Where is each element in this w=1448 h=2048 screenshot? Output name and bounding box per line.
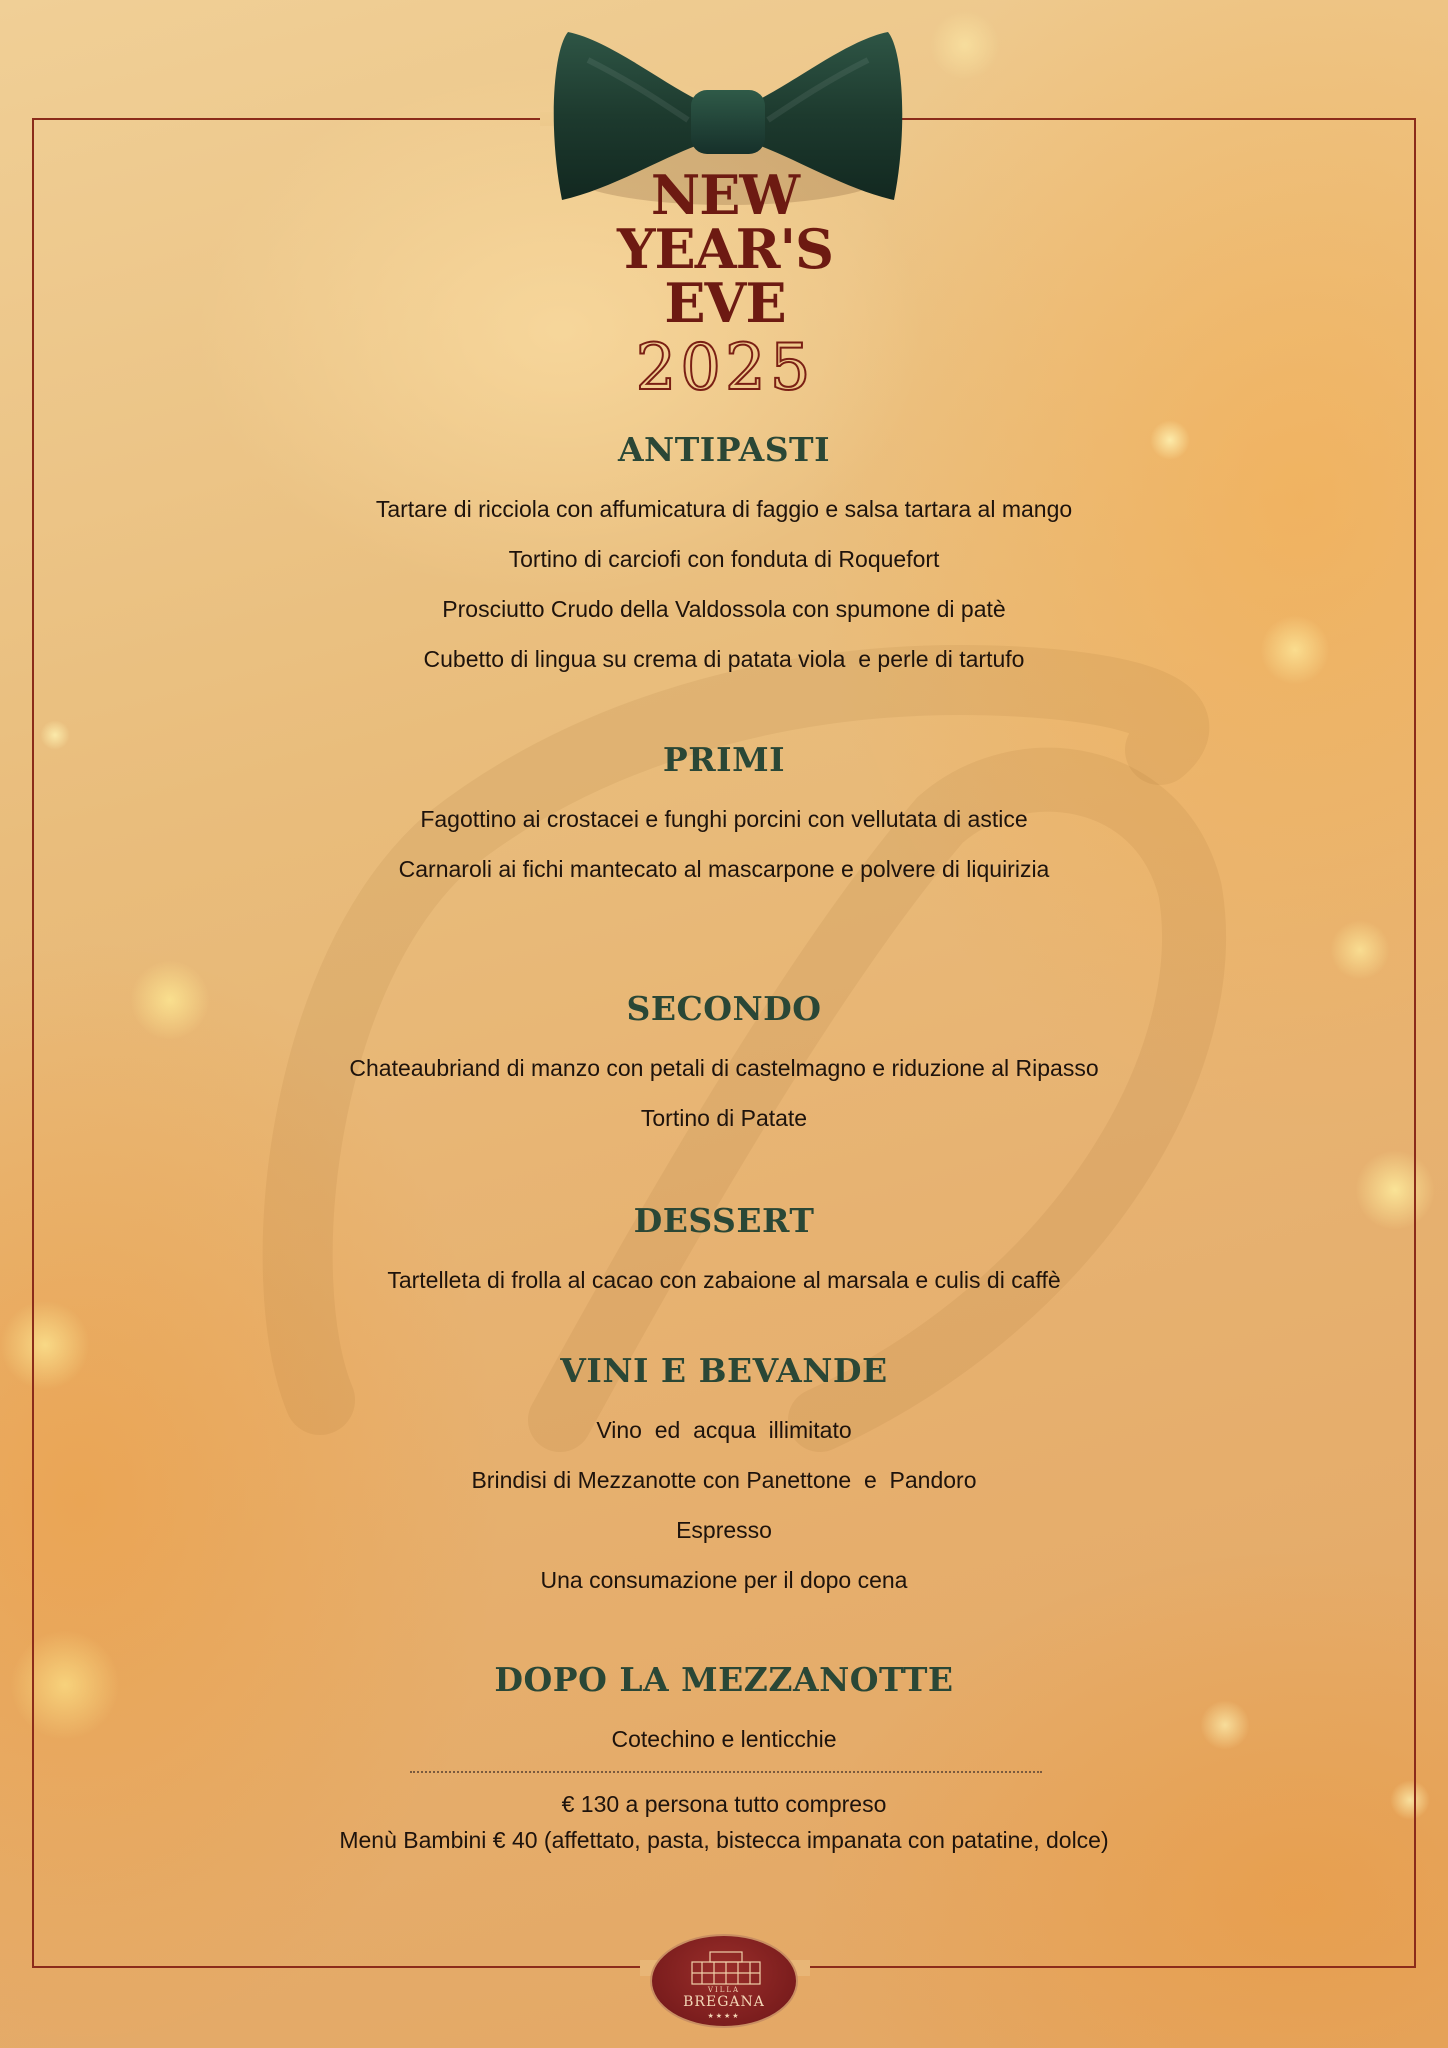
title-year: 2025 (635, 331, 815, 405)
menu-item: Tortino di Patate (640, 1105, 808, 1131)
section-antipasti (0, 430, 1448, 684)
section-vini-bevande (0, 1351, 1448, 1605)
menu-item: Prosciutto Crudo della Valdossola con spumone di patè (442, 596, 1006, 622)
title-line: NEW (650, 163, 800, 227)
price-children: Menù Bambini € 40 (affettato, pasta, bistecca impanata con patatine, dolce) (339, 1827, 1109, 1853)
section-heading: DESSERT (633, 1201, 815, 1240)
section-heading: PRIMI (662, 740, 786, 779)
menu-item: Cotechino e lenticchie (611, 1726, 837, 1752)
menu-item: Chateaubriand di manzo con petali di castelmagno e riduzione al Ripasso (349, 1055, 1099, 1081)
logo-name-text: BREGANA (683, 1994, 765, 2010)
pricing (0, 1786, 1448, 1858)
villa-bregana-logo (650, 1934, 798, 2028)
section-heading: VINI E BEVANDE (560, 1351, 888, 1390)
menu-item: Tortino di carciofi con fonduta di Roquefort (508, 546, 940, 572)
menu-item: Vino ed acqua illimitato (596, 1417, 852, 1443)
menu-item: Una consumazione per il dopo cena (540, 1567, 908, 1593)
title-line: YEAR'S (616, 217, 833, 281)
event-title (560, 163, 890, 405)
section-heading: SECONDO (626, 989, 822, 1028)
logo-stars: ★★★★ (707, 2012, 741, 2020)
section-dessert (0, 1201, 1448, 1305)
building-icon (686, 1946, 766, 1988)
menu-item: Cubetto di lingua su crema di patata viola e perle di tartufo (423, 646, 1025, 672)
price-adult: € 130 a persona tutto compreso (561, 1791, 887, 1817)
menu-item: Tartare di ricciola con affumicatura di faggio e salsa tartara al mango (375, 496, 1073, 522)
menu-item: Brindisi di Mezzanotte con Panettone e Pandoro (471, 1467, 977, 1493)
menu-item: Espresso (676, 1517, 772, 1543)
section-primi (0, 740, 1448, 894)
logo-villa-text: VILLA (707, 1986, 741, 1994)
section-heading: ANTIPASTI (617, 430, 831, 469)
menu-item: Fagottino ai crostacei e funghi porcini con vellutata di astice (420, 806, 1028, 832)
section-secondo (0, 989, 1448, 1143)
divider (410, 1771, 1042, 1773)
section-heading: DOPO LA MEZZANOTTE (494, 1660, 954, 1699)
bokeh-light (930, 10, 1000, 80)
menu-item: Tartelleta di frolla al cacao con zabaione al marsala e culis di caffè (387, 1267, 1061, 1293)
title-line: EVE (664, 271, 786, 335)
section-dopo-mezzanotte (0, 1660, 1448, 1764)
menu-item: Carnaroli ai fichi mantecato al mascarpone e polvere di liquirizia (398, 856, 1050, 882)
